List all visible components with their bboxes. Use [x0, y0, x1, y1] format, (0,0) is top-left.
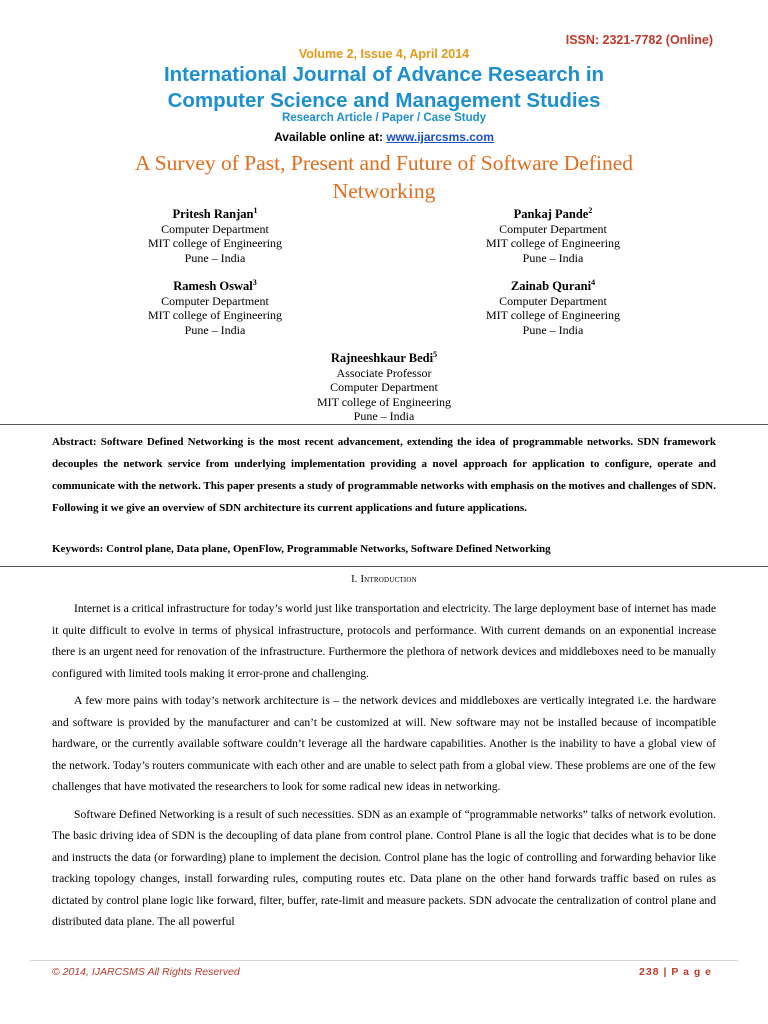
author-block — [269, 348, 499, 424]
abstract: Abstract: Software Defined Networking is the most recent advancement, extending the idea of programmable networks. SDN framework decouples the network service from underlying implementation providing a novel approach for application to configure, operate and communicate with the network. This paper presents a study of programmable networks with emphasis on the motives and challenges of SDN. Following it we give an overview of SDN architecture its current applications and future applications. — [52, 436, 716, 514]
author-block — [438, 276, 668, 337]
author-department: Computer Department — [161, 221, 269, 236]
author-name: Ramesh Oswal$^3$ — [173, 278, 257, 294]
author-name: Pritesh Ranjan$^1$ — [172, 206, 258, 222]
section-title: Introduction — [360, 574, 417, 585]
journal-title-line1: International Journal of Advance Research in — [163, 63, 605, 86]
abstract-bottom-divider — [0, 566, 768, 567]
author-block — [438, 204, 668, 265]
author-location: Pune – India — [522, 250, 584, 265]
page-number: 238 | P a g e — [639, 966, 712, 978]
author-department: Computer Department — [330, 380, 438, 395]
section-number: I. — [351, 574, 361, 585]
author-department: Computer Department — [499, 293, 607, 308]
author-role: Associate Professor — [336, 365, 432, 380]
issn-label: ISSN: 2321-7782 (Online) — [565, 33, 713, 47]
copyright-notice: © 2014, IJARCSMS All Rights Reserved — [52, 966, 240, 978]
author-college: MIT college of Engineering — [485, 308, 621, 323]
section-heading — [0, 574, 768, 585]
paragraph: A few more pains with today’s network architecture is – the network devices and middleboxes are vertically integrated i.e. the hardware and software is provided by the manufacturer and can’t be customized at will. New software may not be installed because of incompatible hardware, or the currently available software couldn’t leverage all the hardware capabilities. Another is the inability to have a global view of the network. Today’s routers communicate with each other and are unable to select path from a global view. These problems are one of the few challenges that have motivated the researchers to look for some radical new ideas in networking. — [52, 694, 716, 793]
author-name: Zainab Qurani$^4$ — [510, 278, 596, 294]
author-block — [100, 276, 330, 337]
author-college: MIT college of Engineering — [316, 394, 452, 409]
author-college: MIT college of Engineering — [485, 236, 621, 251]
author-name: Pankaj Pande$^2$ — [513, 206, 593, 222]
author-department: Computer Department — [161, 293, 269, 308]
author-location: Pune – India — [184, 322, 246, 337]
journal-title — [0, 62, 768, 114]
keywords: Keywords: Control plane, Data plane, OpenFlow, Programmable Networks, Software Defined Networking — [52, 543, 551, 555]
abstract-top-divider — [0, 424, 768, 425]
author-department: Computer Department — [499, 221, 607, 236]
author-location: Pune – India — [522, 322, 584, 337]
footer-divider — [30, 960, 738, 961]
article-type: Research Article / Paper / Case Study — [281, 112, 487, 124]
available-label: Available online at: — [274, 130, 387, 144]
author-location: Pune – India — [184, 250, 246, 265]
author-name: Rajneeshkaur Bedi$^5$ — [330, 350, 438, 366]
paper-title-line1: A Survey of Past, Present and Future of Software Defined — [135, 151, 633, 175]
body-text — [52, 598, 716, 939]
volume-label: Volume 2, Issue 4, April 2014 — [298, 47, 470, 61]
paragraph: Software Defined Networking is a result of such necessities. SDN as an example of “programmable networks” talks of network evolution. The basic driving idea of SDN is the decoupling of data plane from control plane. Control Plane is all the logic that decides what is to be done and instructs the data (or forwarding) plane to implement the decision. Control plane has the logic of controlling and forwarding behavior like tracking topology changes, install forwarding rules, computing routes etc. Data plane on the other hand forwards traffic based on rules as dictated by control plane logic like forward, filter, buffer, rate-limit and measure packets. SDN advocate the centralization of control plane and distributed data plane. The all powerful — [52, 807, 716, 928]
journal-title-line2: Computer Science and Management Studies — [167, 89, 601, 112]
paper-title-line2: Networking — [332, 179, 436, 203]
journal-website-link[interactable]: www.ijarcsms.com — [386, 130, 494, 144]
author-location: Pune – India — [353, 409, 415, 424]
author-college: MIT college of Engineering — [147, 308, 283, 323]
paragraph: Internet is a critical infrastructure for today’s world just like transportation and electricity. The large deployment base of internet has made it quite difficult to evolve in terms of physical infrastructure, protocols and performance. With current demands on an exponential increase there is an urgent need for renovation of the infrastructure. Furthermore the plethora of network devices and middleboxes need to be manually configured with limited tools making it error-prone and challenging. — [52, 602, 716, 680]
author-block — [100, 204, 330, 265]
available-online — [0, 130, 768, 144]
author-college: MIT college of Engineering — [147, 236, 283, 251]
paper-title — [0, 149, 768, 205]
